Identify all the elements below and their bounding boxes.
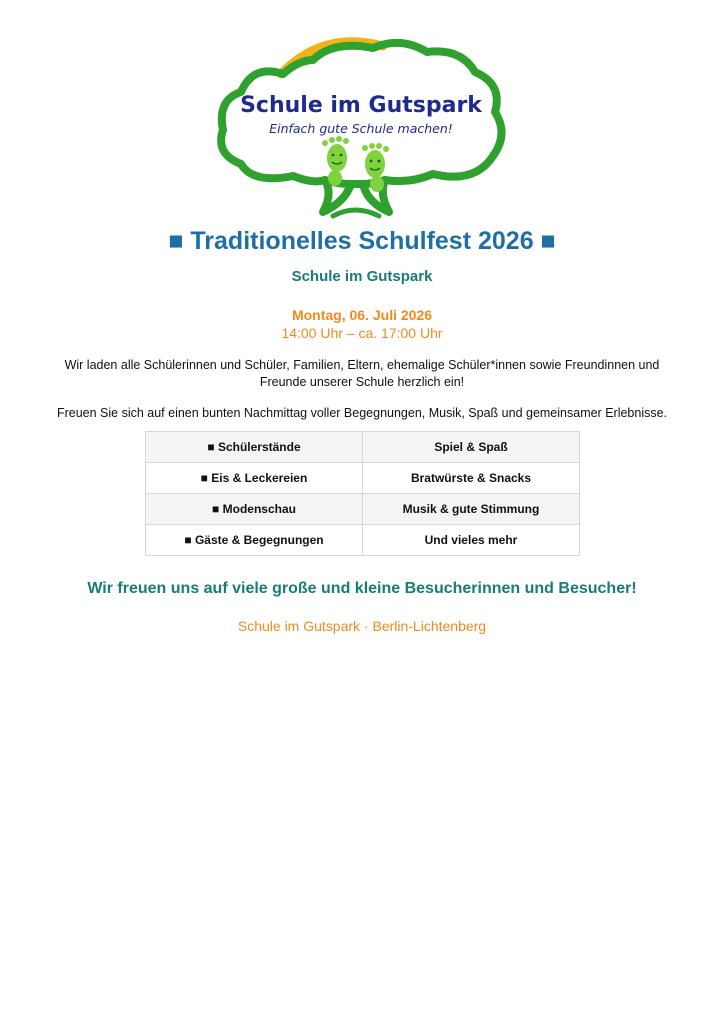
event-time: 14:00 Uhr – ca. 17:00 Uhr <box>281 325 443 341</box>
feature-cell: Spiel & Spaß <box>363 432 580 463</box>
logo-title: Schule im Gutspark <box>240 93 482 118</box>
feature-cell: Und vieles mehr <box>363 525 580 556</box>
feature-cell: ■ Modenschau <box>146 494 363 525</box>
features-table <box>145 431 580 556</box>
table-row <box>146 494 580 525</box>
table-row <box>146 525 580 556</box>
invitation-text: Wir laden alle Schülerinnen und Schüler, Familien, Eltern, ehemalige Schüler*innen sowie Freundinnen und Freunde unserer Schule herzlich ein! <box>64 358 660 389</box>
feature-cell: Musik & gute Stimmung <box>363 494 580 525</box>
school-logo <box>213 34 509 224</box>
invitation-text-2: Freuen Sie sich auf einen bunten Nachmittag voller Begegnungen, Musik, Spaß und gemeinsamer Erlebnisse. <box>56 406 668 420</box>
table-row <box>146 463 580 494</box>
school-name: Schule im Gutspark <box>291 268 433 285</box>
event-date: Montag, 06. Juli 2026 <box>291 307 433 323</box>
footer-text: Schule im Gutspark · Berlin-Lichtenberg <box>237 618 487 634</box>
logo-slogan: Einfach gute Schule machen! <box>269 121 453 136</box>
page-title: ■ Traditionelles Schulfest 2026 ■ <box>168 227 556 255</box>
table-row <box>146 432 580 463</box>
feature-cell: ■ Eis & Leckereien <box>146 463 363 494</box>
feature-cell: Bratwürste & Snacks <box>363 463 580 494</box>
feature-cell: ■ Schülerstände <box>146 432 363 463</box>
closing-message: Wir freuen uns auf viele große und kleine Besucherinnen und Besucher! <box>87 580 637 597</box>
feature-cell: ■ Gäste & Begegnungen <box>146 525 363 556</box>
